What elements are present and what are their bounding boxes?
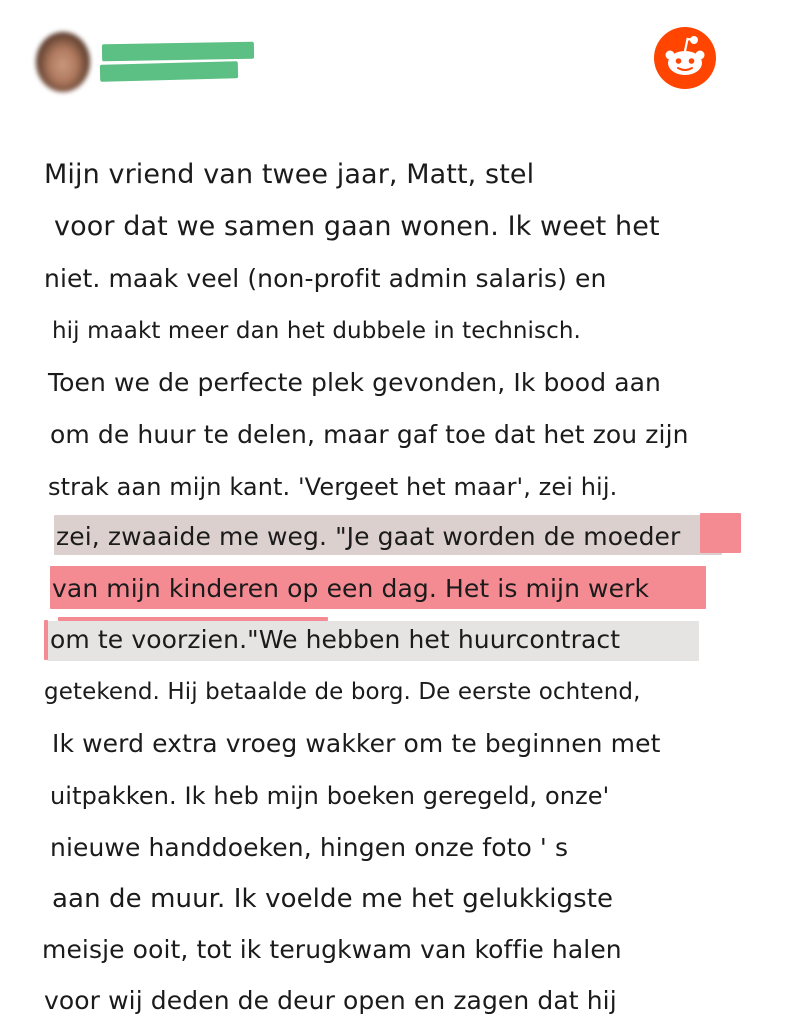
- highlight-mark: [44, 620, 48, 660]
- post-line: Ik werd extra vroeg wakker om te beginnen met: [52, 729, 661, 758]
- post-line: zei, zwaaide me weg. "Je gaat worden de moeder: [56, 522, 681, 551]
- post-line: getekend. Hij betaalde de borg. De eerste ochtend,: [44, 679, 641, 705]
- post-line: strak aan mijn kant. 'Vergeet het maar', zei hij.: [48, 473, 618, 501]
- post-line: aan de muur. Ik voelde me het gelukkigste: [52, 884, 614, 914]
- post-line: van mijn kinderen op een dag. Het is mijn werk: [52, 574, 650, 603]
- post-line: niet. maak veel (non-profit admin salaris) en: [44, 264, 607, 293]
- post-line: om de huur te delen, maar gaf toe dat het zou zijn: [50, 420, 689, 449]
- post-line: hij maakt meer dan het dubbele in technisch.: [52, 318, 581, 344]
- post-line: Toen we de perfecte plek gevonden, Ik bood aan: [48, 368, 661, 397]
- post-line: om te voorzien."We hebben het huurcontract: [50, 625, 621, 654]
- post-line: voor dat we samen gaan wonen. Ik weet het: [54, 211, 660, 242]
- post-line: Mijn vriend van twee jaar, Matt, stel: [44, 159, 535, 190]
- post-line: nieuwe handdoeken, hingen onze foto ' s: [50, 833, 569, 862]
- post-line: voor wij deden de deur open en zagen dat hij: [44, 986, 617, 1015]
- highlight-mark: [700, 513, 741, 553]
- highlight-mark: [58, 617, 328, 621]
- post-line: uitpakken. Ik heb mijn boeken geregeld, onze': [50, 782, 610, 810]
- post-line: meisje ooit, tot ik terugkwam van koffie halen: [42, 935, 622, 964]
